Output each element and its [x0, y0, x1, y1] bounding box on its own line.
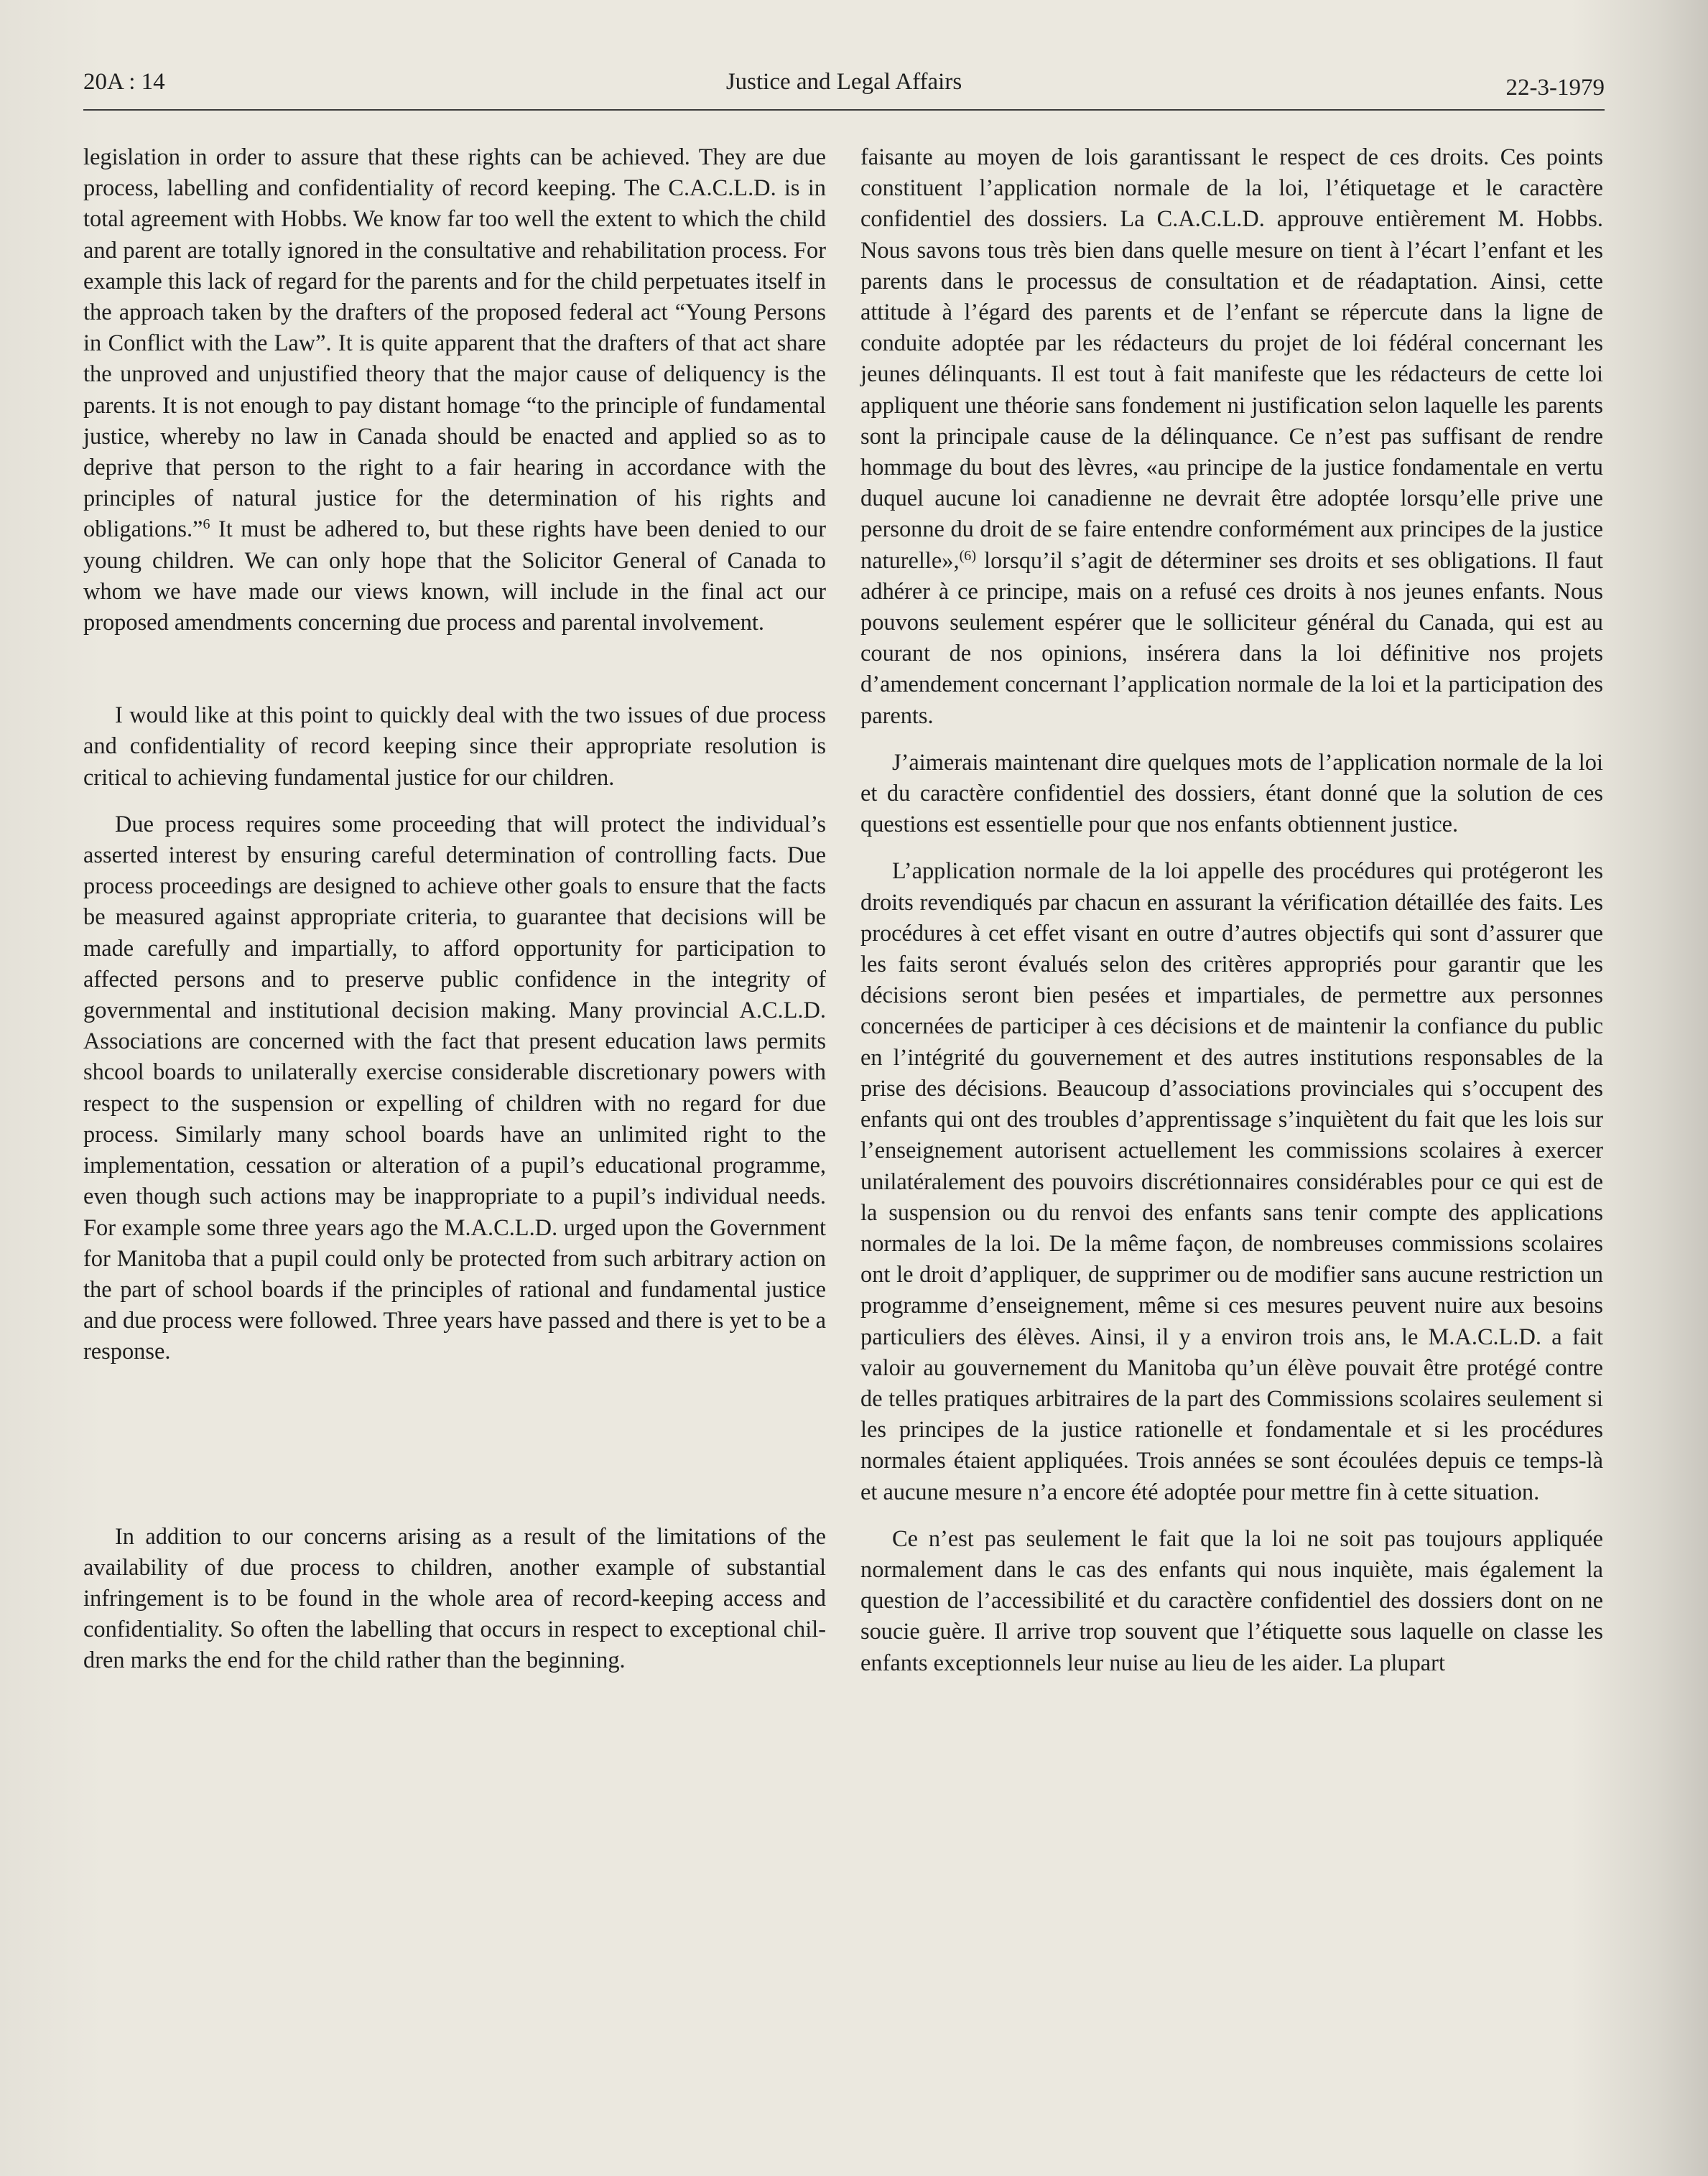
french-paragraph-3: L’application normale de la loi appelle des procédures qui protégeront les droits revendiqués par chacun en assurant la vérification détaillée des faits. Les procédures à cet effet visant en outre d’autres objectifs qui sont d’assurer que les faits seront évalués selon des critères appropriés pour garantir que les décisions seront bien pesées et impartiales, de permettre aux personnes concernées de participer à ces décisions et de maintenir la confiance du public en l’intégrité du gouvernement et des autres institutions responsables de la prise des décisions. Beaucoup d’associations provinciales qui s’occupent des enfants qui ont des troubles d’apprentissage s’inquiètent du fait que les lois sur l’enseignement autorisent actuellement les commissions scolaires à exercer unilatéralement des pouvoirs discrétionnaires considérables pour ce qui est de la suspension ou du renvoi des enfants sans tenir compte des applications normales de la loi. De la même façon, de nombreuses commissions scolaires ont le droit d’appliquer, de supprimer ou de modifier sans aucune restriction un programme d’enseignement, même si ces mesures peuvent nuire aux besoins particuliers des élèves. Ainsi, il y a environ trois ans, le M.A.C.L.D. a fait valoir au gouvernement du Manitoba qu’un élève pouvait être protégé contre de telles pratiques arbitraires de la part des Commissions scolaires seulement si les principes de la justice rationelle et fondamentale et si les procédures normales étaient appliquées. Trois années se sont écoulées depuis ce temps-là et aucune mesure n’a encore été adoptée pour mettre fin à cette situation. [860, 858, 1603, 1505]
footnote-marker: (6) [959, 547, 977, 564]
french-paragraph-1 [860, 142, 1603, 732]
page-number: 20A : 14 [83, 69, 165, 95]
english-paragraph-2: I would like at this point to quickly deal with the two issues of due process and confidentiality of record keeping since their appropriate resolution is critical to achieving fundamental justice for our children. [83, 702, 826, 791]
english-paragraph-1 [83, 142, 826, 638]
page-header [83, 69, 1605, 111]
page-date: 22-3-1979 [1505, 75, 1605, 101]
english-paragraph-3: Due process requires some proceeding that will protect the individual’s asserted interest by ensuring careful determination of controlling facts. Due process proceedings are designed to achieve other goals to ensure that the facts be measured against appropriate criteria, to guarantee that decisions will be made carefully and impartially, to afford opportunity for participation to affected persons and to preserve public confidence in the integrity of governmental and institutional decision making. Many provincial A.C.L.D. Associations are concerned with the fact that present education laws permits shcool boards to unilaterally exercise considerable discretionary powers with respect to the suspension or expelling of children with no regard for due process. Similarly many school boards have an unlimited right to the implementation, cessation or alteration of a pupil’s educational programme, even though such actions may be inappropriate to a pupil’s individual needs. For example some three years ago the M.A.C.L.D. urged upon the Government for Manitoba that a pupil could only be protected from such arbitrary action on the part of school boards if the principles of rational and fundamental justice and due process were followed. Three years have passed and there is yet to be a response. [83, 811, 826, 1365]
footnote-marker: 6 [203, 516, 210, 533]
french-paragraph-2: J’aimerais maintenant dire quelques mots de l’application normale de la loi et du caractère confidentiel des dossiers, étant donné que la solution de ces questions est essentielle pour que nos enfants obtiennent justice. [860, 749, 1603, 838]
french-paragraph-1-continuation: lorsqu’il s’agit de déterminer ses droits et ses obligations. Il faut adhérer à ce principe, mais on a refusé ces droits à nos jeunes enfants. Nous pouvons seulement espérer que le solliciteur général du Canada, qui est au courant de nos opinions, insérera dans la loi définitive nos projets d’amendement concernant l’application normale de la loi et la participation des parents. [860, 547, 1603, 729]
english-paragraph-1-text: legislation in order to assure that these rights can be achieved. They are due process, labelling and confidentiality of record keeping. The C.A.C.L.D. is in total agreement with Hobbs. We know far too well the extent to which the child and parent are totally ignored in the consultative and rehabilitation process. For example this lack of regard for the parents and for the child perpetuates itself in the approach taken by the drafters of the proposed federal act “Young Persons in Conflict with the Law”. It is quite apparent that the drafters of that act share the unproved and unjustified theory that the major cause of deliquency is the parents. It is not enough to pay distant homage “to the principle of fundamental justice, whereby no law in Canada should be enacted and applied so as to deprive that person to the right to a fair hearing in accordance with the principles of natural justice for the determination of his rights and obligations.” [83, 144, 826, 543]
english-paragraph-4: In addition to our concerns arising as a result of the limitations of the availability of due process to children, another example of substantial infringement is to be found in the whole area of record-keeping access and confidentiality. So often the labelling that occurs in respect to exceptional children marks the end for the child rather than the beginning. [83, 1523, 826, 1674]
french-column [860, 142, 1603, 1679]
running-title: Justice and Legal Affairs [725, 69, 962, 95]
french-paragraph-1-text: faisante au moyen de lois garantissant le respect de ces droits. Ces points constituent l’application normale de la loi, l’étiquetage et le caractère confidentiel des dossiers. La C.A.C.L.D. approuve entièrement M. Hobbs. Nous savons tous très bien dans quelle mesure on tient à l’écart l’enfant et les parents dans le processus de consultation et de réadaptation. Ainsi, cette attitude à l’égard des parents et de l’enfant se répercute dans la ligne de conduite adoptée par les rédacteurs du projet de loi fédéral concernant les jeunes délinquants. Il est tout à fait manifeste que les rédacteurs de cette loi appliquent une théorie sans fondement ni justification selon laquelle les parents sont la principale cause de la délinquance. Ce n’est pas suffisant de rendre hommage du bout des lèvres, «au principe de la justice fondamentale en vertu duquel aucune loi canadienne ne devrait être adoptée lorsqu’elle prive une personne du droit de se faire entendre conformément aux principes de la justice naturelle», [860, 144, 1603, 574]
english-paragraph-1-continuation: It must be adhered to, but these rights have been denied to our young children. We can only hope that the Solicitor General of Canada to whom we have made our views known, will include in the final act our proposed amendments concerning due process and parental involvement. [83, 516, 826, 636]
french-paragraph-4: Ce n’est pas seulement le fait que la loi ne soit pas toujours appliquée normalement dans le cas des enfants qui nous inquiète, mais également la question de l’accessibilité et du caractère confidentiel des dossiers dont on ne soucie guère. Il arrive trop souvent que l’étiquette sous laquelle on classe les enfants exceptionnels leur nuise au lieu de les aider. La plupart [860, 1525, 1603, 1676]
english-column [83, 142, 826, 1677]
